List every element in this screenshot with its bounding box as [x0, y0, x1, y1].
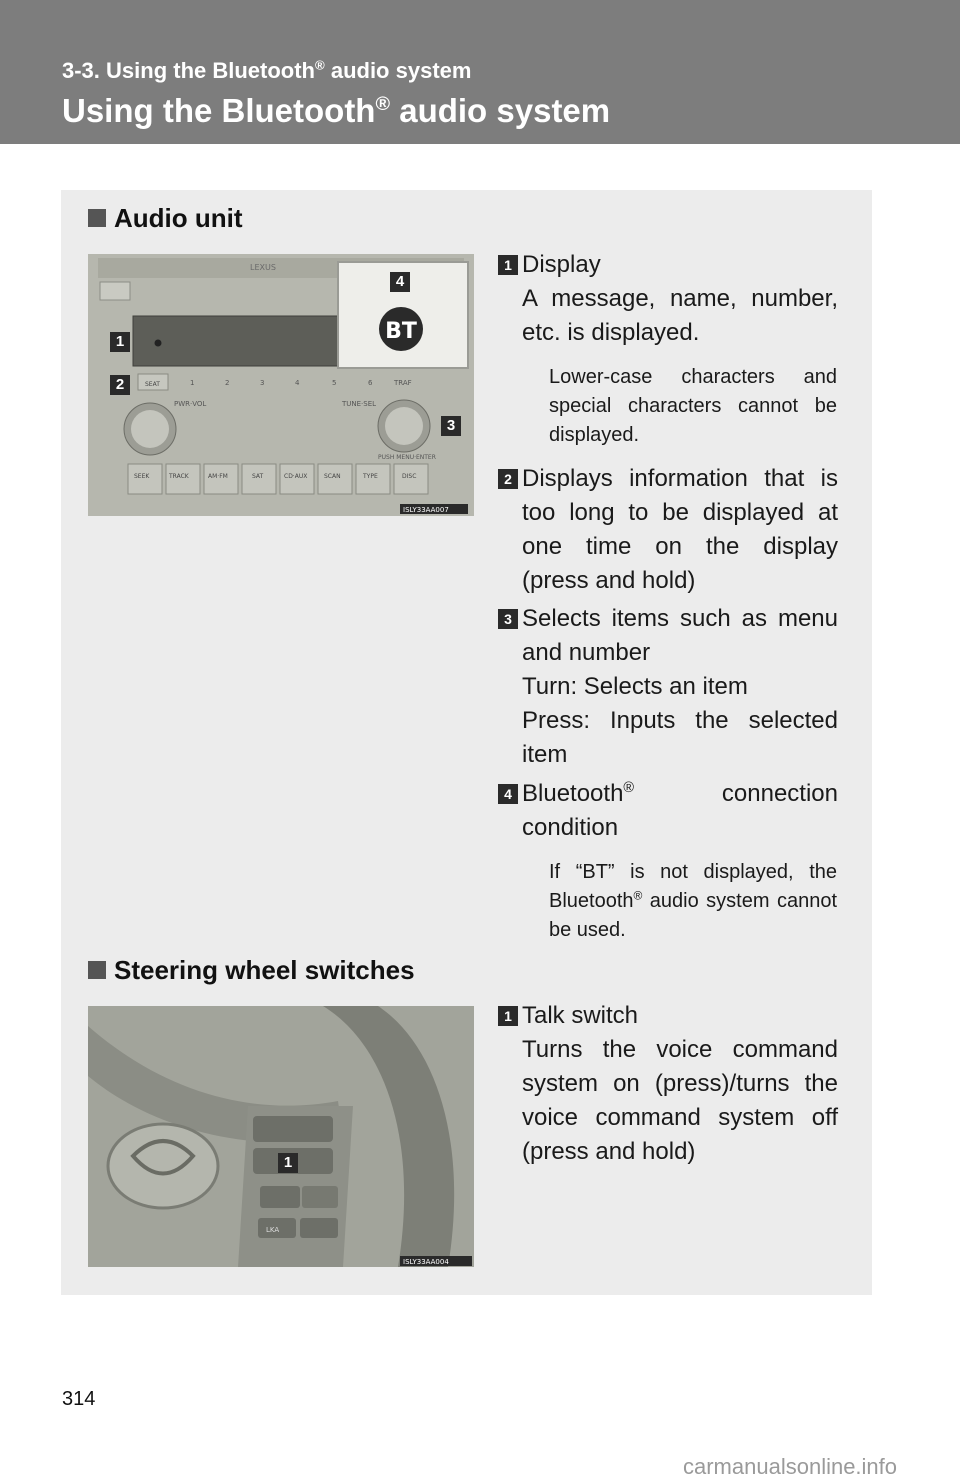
item-title: Talk switch — [522, 1002, 639, 1029]
scan-label: SCAN — [324, 473, 341, 480]
number-badge: 2 — [498, 469, 518, 489]
traf-label: TRAF — [394, 379, 412, 387]
item-turn: Turn: Selects an item — [522, 673, 748, 700]
audio-item-1 — [498, 248, 838, 350]
seek-label: SEEK — [134, 473, 150, 480]
audio-unit-heading: Audio unit — [88, 203, 243, 234]
item-desc: Displays information that is too long to be displayed at one time on the display (press and hold) — [522, 465, 838, 594]
audio-item-3 — [498, 602, 838, 772]
audio-note-1: Lower-case characters and special characters cannot be displayed. — [549, 366, 837, 446]
page-header — [0, 0, 960, 144]
cd-aux-label: CD·AUX — [284, 473, 308, 480]
audio-item-2 — [498, 462, 838, 598]
steering-wheel-illustration — [88, 1006, 474, 1267]
figure-code: ISLY33AA007 — [403, 506, 449, 514]
callout-4: 4 — [390, 272, 410, 292]
item-desc: Selects items such as menu and number — [522, 605, 838, 666]
callout-2: 2 — [110, 375, 130, 395]
audio-note-2: If “BT” is not displayed, the Bluetooth® audio system cannot be used. — [549, 861, 837, 941]
square-bullet-icon — [88, 209, 106, 227]
track-label: TRACK — [169, 473, 189, 480]
square-bullet-icon — [88, 961, 106, 979]
lka-label: LKA — [266, 1226, 280, 1234]
steering-switches-heading: Steering wheel switches — [88, 955, 415, 986]
preset-5-label: 5 — [332, 379, 337, 387]
number-badge: 1 — [498, 255, 518, 275]
number-badge: 4 — [498, 784, 518, 804]
number-badge: 1 — [498, 1006, 518, 1026]
disc-label: DISC — [402, 473, 417, 480]
callout-1: 1 — [278, 1153, 298, 1173]
item-desc: A message, name, number, etc. is displayed. — [522, 285, 838, 346]
section-title: 3-3. Using the Bluetooth® audio system — [62, 57, 472, 83]
sat-label: SAT — [252, 473, 264, 480]
steering-item-1 — [498, 999, 838, 1169]
page-title: Using the Bluetooth® audio system — [62, 92, 611, 129]
item-press: Press: Inputs the selected item — [522, 707, 838, 768]
type-label: TYPE — [363, 473, 378, 480]
callout-1: 1 — [110, 332, 130, 352]
figure-code: ISLY33AA004 — [403, 1258, 449, 1266]
pwr-vol-label: PWR·VOL — [174, 400, 207, 408]
audio-unit-illustration — [88, 254, 474, 516]
callout-3: 3 — [441, 416, 461, 436]
audio-unit-figure — [88, 254, 474, 516]
am-fm-label: AM·FM — [208, 473, 228, 480]
item-title: Display — [522, 251, 601, 278]
tune-sel-label: TUNE·SEL — [342, 400, 377, 408]
audio-item-4 — [498, 777, 838, 845]
item-desc: Turns the voice command system on (press)/turns the voice command system off (press and hold) — [522, 1036, 838, 1165]
preset-1-label: 1 — [190, 379, 195, 387]
preset-4-label: 4 — [295, 379, 300, 387]
watermark: carmanualsonline.info — [683, 1454, 898, 1479]
item-title: Bluetooth® connection condition — [522, 780, 838, 841]
steering-wheel-figure — [88, 1006, 474, 1267]
preset-6-label: 6 — [368, 379, 373, 387]
brand-label: LEXUS — [250, 263, 276, 272]
page-number: 314 — [62, 1388, 96, 1410]
seat-label: SEAT — [145, 381, 160, 388]
push-menu-enter-label: PUSH MENU·ENTER — [378, 454, 436, 461]
preset-3-label: 3 — [260, 379, 265, 387]
bt-indicator-label: BT — [385, 319, 417, 344]
number-badge: 3 — [498, 609, 518, 629]
preset-2-label: 2 — [225, 379, 230, 387]
